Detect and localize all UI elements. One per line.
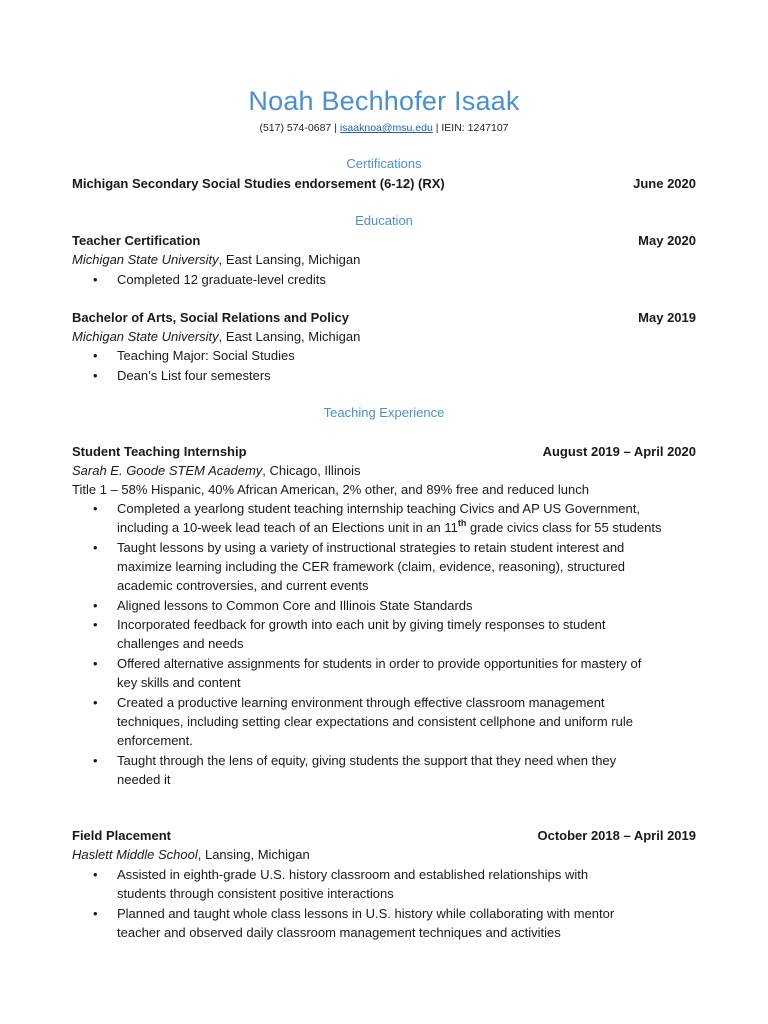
experience-entry-title (72, 442, 696, 462)
bullet-icon: • (93, 753, 98, 768)
education-entry-school (72, 327, 696, 347)
school-location: , East Lansing, Michigan (218, 252, 361, 267)
bullet-icon: • (93, 348, 98, 363)
bullet-icon: • (93, 656, 98, 671)
contact-line (0, 122, 768, 134)
iein-number: IEIN: 1247107 (441, 122, 509, 134)
school-location: , Chicago, Illinois (262, 463, 361, 478)
certification-date: June 2020 (633, 176, 696, 191)
role-name: Field Placement (72, 828, 171, 843)
education-entry-title (72, 308, 696, 328)
school-location: , Lansing, Michigan (197, 847, 310, 862)
school-name: Haslett Middle School (72, 847, 198, 862)
resume-page: Noah Bechhofer Isaak (517) 574-0687 | isaaknoa@msu.edu | IEIN: 1247107 Certifications Michigan Secondary Social Studies endorsement (6-12) (RX) June 2020 Education Teacher Certification May 2020 Michigan State University, East Lansing, Michigan • Completed 12 graduate-level credits Bachelor of Arts, Social Relations and Policy May 2019 Michigan State University, East Lansing, Michigan • Teaching Major: Social Studies • Dean’s List four semesters Teaching Experience Student Teaching Internship August 2019 – April 2020 Sarah E. Goode STEM Academy, Chicago, Illinois Title 1 – 58% Hispanic, 40% African American, 2% other, and 89% free and reduced lunch • Completed a yearlong student teaching internship teaching Civics and AP US Government, including a 10-week lead teach of an Elections unit in an 11th grade civics class for 55 students • Taught lessons by using a variety of instructional strategies to retain student interest and maximize learning including the CER framework (claim, evidence, reasoning), structured academic controversies, and current events • Aligned lessons to Common Core and Illinois State Standards • Incorporated feedback for growth into each unit by giving timely responses to student challenges and needs • Offered alternative assignments for students in order to provide opportunities for mastery of key skills and content • Created a productive learning environment through effective classroom management techniques, including setting clear expectations and consistent cellphone and uniform rule enforcement. • Taught through the lens of equity, giving students the support that they need when they needed it Field Placement October 2018 – April 2019 Haslett Middle School, Lansing, Michigan • Assisted in eighth-grade U.S. history classroom and established relationships with students through consistent positive interactions • Planned and taught whole class lessons in U.S. history while collaborating with mentor teacher and observed daily classroom management techniques and activities (0, 0, 768, 1024)
school-name: Michigan State University (72, 329, 219, 344)
candidate-name: Noah Bechhofer Isaak (248, 86, 520, 116)
degree-date: May 2020 (638, 233, 696, 248)
phone-number: (517) 574-0687 (259, 122, 332, 134)
separator: | (435, 122, 439, 134)
degree-date: May 2019 (638, 310, 696, 325)
bullet-icon: • (93, 540, 98, 555)
education-entry-school (72, 250, 696, 270)
role-name: Student Teaching Internship (72, 444, 247, 459)
certification-row (72, 174, 696, 194)
experience-entry-school (72, 461, 696, 481)
degree-name: Teacher Certification (72, 233, 201, 248)
school-demographics: Title 1 – 58% Hispanic, 40% African American, 2% other, and 89% free and reduced lunch (72, 482, 589, 497)
email-link[interactable]: isaaknoa@msu.edu (339, 122, 433, 134)
education-entry-title (72, 231, 696, 251)
school-location: , East Lansing, Michigan (218, 329, 361, 344)
bullet-icon: • (93, 906, 98, 921)
bullet-icon: • (93, 272, 98, 287)
role-date: October 2018 – April 2019 (537, 828, 696, 843)
bullet-icon: • (93, 617, 98, 632)
role-date: August 2019 – April 2020 (542, 444, 696, 459)
education-heading: Education (355, 213, 413, 228)
bullet-icon: • (93, 598, 98, 613)
bullet-icon: • (93, 695, 98, 710)
degree-name: Bachelor of Arts, Social Relations and Policy (72, 310, 349, 325)
school-name: Sarah E. Goode STEM Academy (72, 463, 263, 478)
experience-entry-school (72, 845, 696, 865)
bullet-icon: • (93, 867, 98, 882)
certifications-heading: Certifications (346, 156, 422, 171)
experience-heading: Teaching Experience (323, 405, 445, 420)
separator: | (334, 122, 337, 134)
bullet-icon: • (93, 368, 98, 383)
certification-name: Michigan Secondary Social Studies endorsement (6-12) (RX) (72, 176, 445, 191)
bullet-icon: • (93, 501, 98, 516)
school-name: Michigan State University (72, 252, 219, 267)
experience-entry-title (72, 826, 696, 846)
